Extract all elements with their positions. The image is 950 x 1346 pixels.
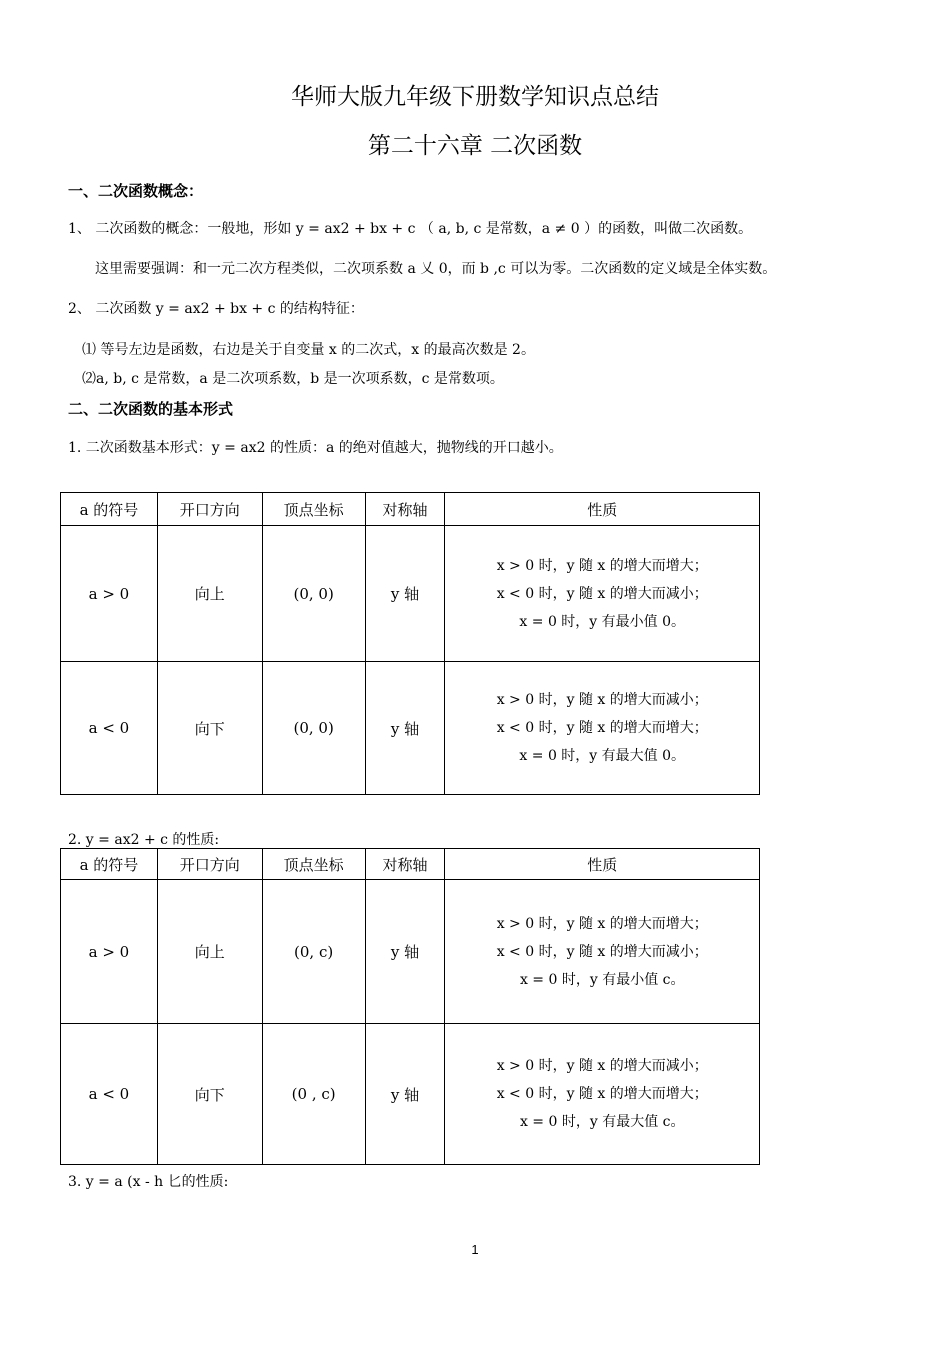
property-line: x < 0 时，y 随 x 的增大而减小； (496, 943, 708, 960)
structure-heading: 2、 二次函数 y = ax2 + bx + c 的结构特征： (68, 301, 364, 317)
property-line: x = 0 时，y 有最小值 c。 (519, 971, 685, 988)
property-line: x < 0 时，y 随 x 的增大而增大； (496, 1086, 708, 1102)
structure-point-2: ⑵a, b, c 是常数，a 是二次项系数，b 是一次项系数，c 是常数项。 (82, 371, 504, 387)
properties-table-2 (60, 848, 760, 1165)
properties-table-1 (60, 492, 760, 795)
vertex-cell: (0 , c) (262, 1024, 365, 1165)
header-direction: 开口方向 (157, 493, 262, 526)
direction-cell: 向上 (157, 526, 262, 662)
properties-cell (445, 1024, 760, 1165)
property-line: x < 0 时，y 随 x 的增大而增大； (496, 720, 708, 736)
property-line: x = 0 时，y 有最大值 c。 (519, 1114, 685, 1130)
direction-cell: 向上 (157, 880, 262, 1024)
property-line: x > 0 时，y 随 x 的增大而减小； (496, 1058, 708, 1074)
axis-cell: y 轴 (365, 526, 445, 662)
chapter-title: 第二十六章 二次函数 (367, 133, 583, 159)
table-header-row (61, 849, 760, 880)
property-line: x > 0 时，y 随 x 的增大而减小； (496, 692, 708, 708)
axis-cell: y 轴 (365, 662, 445, 795)
property-line: x < 0 时，y 随 x 的增大而减小； (496, 585, 708, 602)
header-vertex: 顶点坐标 (262, 849, 365, 880)
sign-cell: a < 0 (61, 1024, 158, 1165)
header-vertex: 顶点坐标 (262, 493, 365, 526)
sign-cell: a > 0 (61, 880, 158, 1024)
concept-definition: 1、 二次函数的概念：一般地，形如 y = ax2 + bx + c （ a, b, c 是常数，a ≠ 0 ）的函数，叫做二次函数。 (68, 221, 753, 237)
vertex-cell: (0, 0) (262, 526, 365, 662)
header-properties: 性质 (445, 493, 760, 526)
axis-cell: y 轴 (365, 880, 445, 1024)
table-row (61, 880, 760, 1024)
sign-cell: a > 0 (61, 526, 158, 662)
header-properties: 性质 (445, 849, 760, 880)
basic-form-item: 1. 二次函数基本形式：y = ax2 的性质：a 的绝对值越大，抛物线的开口越小。 (68, 440, 563, 456)
properties-cell (445, 662, 760, 795)
direction-cell: 向下 (157, 1024, 262, 1165)
page-number: 1 (471, 1242, 479, 1257)
form2-item: 2. y = ax2 + c 的性质: (68, 832, 220, 848)
property-line: x > 0 时，y 随 x 的增大而增大； (496, 557, 708, 574)
concept-note: 这里需要强调：和一元二次方程类似，二次项系数 a 乂 0，而 b ,c 可以为零。二次函数的定义域是全体实数。 (95, 261, 777, 277)
axis-cell: y 轴 (365, 1024, 445, 1165)
header-direction: 开口方向 (157, 849, 262, 880)
header-sign: a 的符号 (61, 493, 158, 526)
header-axis: 对称轴 (365, 849, 445, 880)
direction-cell: 向下 (157, 662, 262, 795)
properties-cell (445, 880, 760, 1024)
properties-cell (445, 526, 760, 662)
table-header-row (61, 493, 760, 526)
sign-cell: a < 0 (61, 662, 158, 795)
header-sign: a 的符号 (61, 849, 158, 880)
vertex-cell: (0, c) (262, 880, 365, 1024)
table-row (61, 662, 760, 795)
table-row (61, 1024, 760, 1165)
header-axis: 对称轴 (365, 493, 445, 526)
property-line: x = 0 时，y 有最小值 0。 (519, 613, 686, 630)
property-line: x > 0 时，y 随 x 的增大而增大； (496, 915, 708, 932)
table-row (61, 526, 760, 662)
form3-item: 3. y = a (x - h 匕的性质: (68, 1174, 229, 1190)
document-title: 华师大版九年级下册数学知识点总结 (291, 84, 659, 110)
property-line: x = 0 时，y 有最大值 0。 (519, 748, 686, 764)
section1-heading: 一、二次函数概念： (68, 182, 204, 200)
vertex-cell: (0, 0) (262, 662, 365, 795)
section2-heading: 二、二次函数的基本形式 (68, 400, 234, 418)
structure-point-1: ⑴ 等号左边是函数，右边是关于自变量 x 的二次式，x 的最高次数是 2。 (82, 342, 535, 358)
